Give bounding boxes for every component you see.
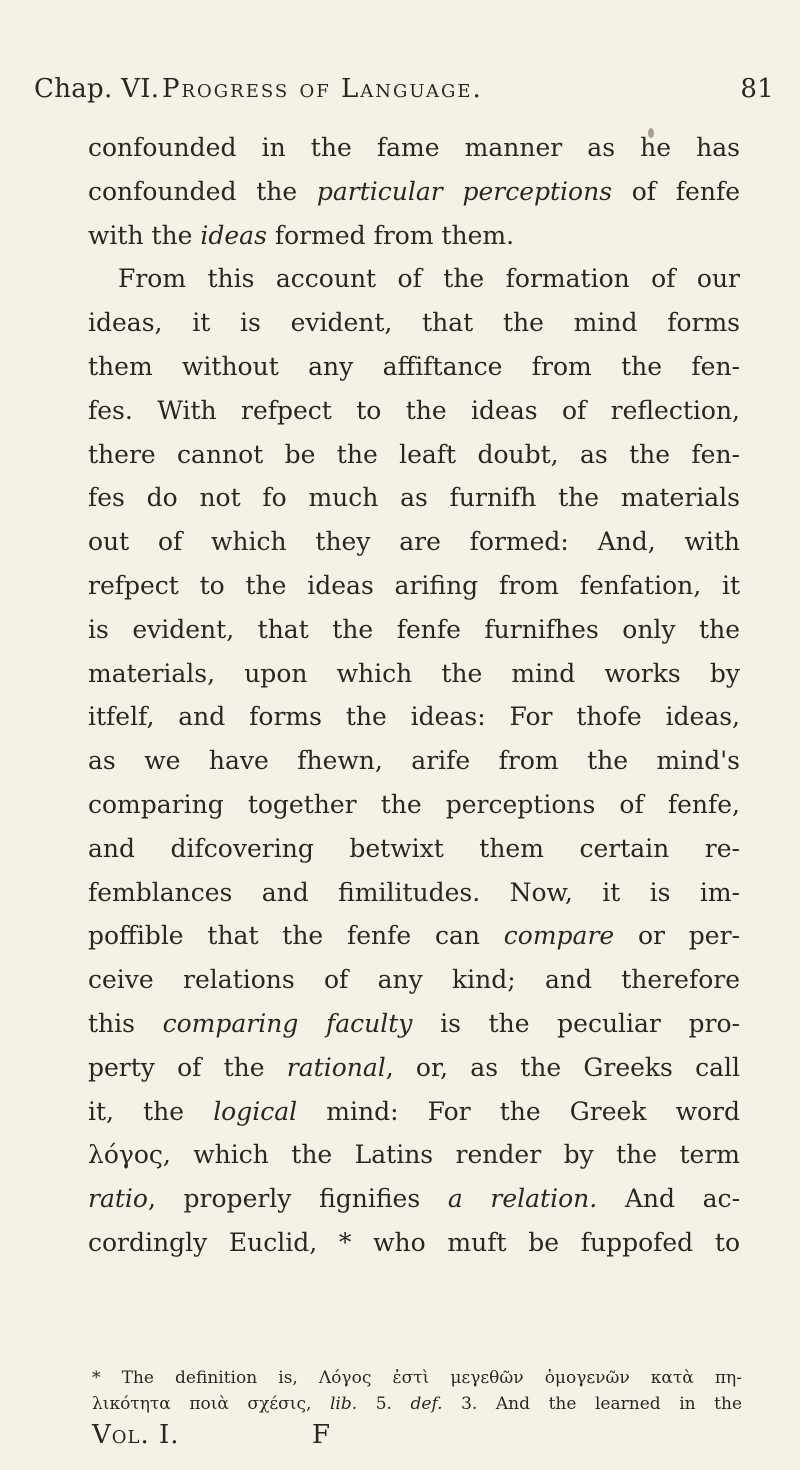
chapter-label: Chap. VI. <box>34 74 160 104</box>
text-segment: materials, upon which the mind works by <box>88 658 740 688</box>
text-segment: out of which they are formed: And, with <box>88 527 740 557</box>
text-line <box>88 564 740 608</box>
text-line <box>88 520 740 564</box>
text-segment: refpect to the ideas arifing from fenfation, it <box>88 570 740 600</box>
body-text <box>88 126 740 1265</box>
footnote-line <box>92 1365 742 1391</box>
text-line <box>88 257 740 301</box>
text-segment: 3. And the learned in the <box>442 1394 743 1414</box>
text-segment: of fenfe <box>612 176 740 206</box>
text-line <box>88 783 740 827</box>
text-segment: fes. With refpect to the ideas of reflection, <box>88 395 740 425</box>
text-segment: ideas, it is evident, that the mind forms <box>88 308 740 338</box>
text-line <box>88 1221 740 1265</box>
text-segment: formed from them. <box>266 220 515 250</box>
text-segment: rational <box>286 1052 386 1082</box>
text-line <box>88 389 740 433</box>
text-line <box>88 1046 740 1090</box>
text-line <box>88 1002 740 1046</box>
text-segment: , or, as the Greeks call <box>385 1052 740 1082</box>
text-segment: femblances and fimilitudes. Now, it is im- <box>88 877 740 907</box>
page-number: 81 <box>740 74 774 104</box>
text-segment: as we have fhewn, arife from the mind's <box>88 746 740 776</box>
text-segment: or per- <box>614 921 740 951</box>
text-line <box>88 301 740 345</box>
text-segment: there cannot be the leaft doubt, as the fen- <box>88 439 740 469</box>
text-line <box>88 739 740 783</box>
text-segment: ceive relations of any kind; and therefore <box>88 965 740 995</box>
text-segment: logical <box>213 1096 298 1126</box>
text-line <box>88 170 740 214</box>
footnote-line <box>92 1391 742 1417</box>
text-segment: is the peculiar pro- <box>412 1008 740 1038</box>
volume-label: Vol. I. <box>92 1420 180 1450</box>
text-segment: it, the <box>88 1096 214 1126</box>
text-segment: * The definition is, Λόγος ἐστὶ μεγεθῶν ὁμογενῶν κατὰ πη- <box>92 1368 742 1388</box>
text-line <box>88 914 740 958</box>
text-segment: confounded the <box>88 176 317 206</box>
text-line <box>88 1133 740 1177</box>
footnote <box>92 1365 742 1417</box>
text-segment: with the <box>88 220 201 250</box>
text-segment: compare <box>503 921 615 951</box>
text-segment: λόγος, which the Latins render by the term <box>88 1140 740 1170</box>
signature-mark: F <box>312 1420 331 1450</box>
text-segment: cordingly Euclid, * who muft be fuppofed to <box>88 1227 740 1257</box>
text-line <box>88 827 740 871</box>
text-line <box>88 608 740 652</box>
text-segment: comparing faculty <box>162 1008 413 1038</box>
text-line <box>88 958 740 1002</box>
text-segment: ratio <box>88 1184 148 1214</box>
text-segment: And ac- <box>597 1184 741 1214</box>
text-line <box>88 1090 740 1134</box>
text-segment: is evident, that the fenfe furnifhes only the <box>88 614 740 644</box>
text-line <box>88 433 740 477</box>
text-line <box>88 345 740 389</box>
text-segment: lib. <box>329 1394 358 1414</box>
running-title: Progress of Language. <box>162 74 483 104</box>
running-header <box>34 74 774 114</box>
text-segment: From this account of the formation of our <box>118 264 740 294</box>
text-segment: them without any affiftance from the fen- <box>88 351 740 381</box>
text-segment: and difcovering betwixt them certain re- <box>88 833 740 863</box>
text-line <box>88 871 740 915</box>
text-segment: comparing together the perceptions of fenfe, <box>88 789 740 819</box>
text-segment: fes do not fo much as furnifh the materials <box>88 483 740 513</box>
text-segment: particular perceptions <box>316 176 613 206</box>
text-segment: λικότητα ποιὰ σχέσις, <box>92 1394 330 1414</box>
text-segment: perty of the <box>88 1052 287 1082</box>
text-line <box>88 126 740 170</box>
text-line <box>88 214 740 258</box>
text-segment: this <box>88 1008 163 1038</box>
signature-line <box>92 1420 512 1460</box>
text-segment: def. <box>410 1394 443 1414</box>
text-segment: poffible that the fenfe can <box>88 921 504 951</box>
text-line <box>88 695 740 739</box>
text-line <box>88 476 740 520</box>
text-segment: , properly fignifies <box>147 1184 448 1214</box>
text-segment: mind: For the Greek word <box>297 1096 740 1126</box>
text-line <box>88 1177 740 1221</box>
text-segment: a relation. <box>447 1184 598 1214</box>
text-segment: confounded in the fame manner as he has <box>88 133 740 162</box>
text-segment: 5. <box>357 1394 411 1414</box>
text-segment: itfelf, and forms the ideas: For thofe ideas, <box>88 702 740 732</box>
text-segment: ideas <box>200 220 267 250</box>
text-line <box>88 652 740 696</box>
